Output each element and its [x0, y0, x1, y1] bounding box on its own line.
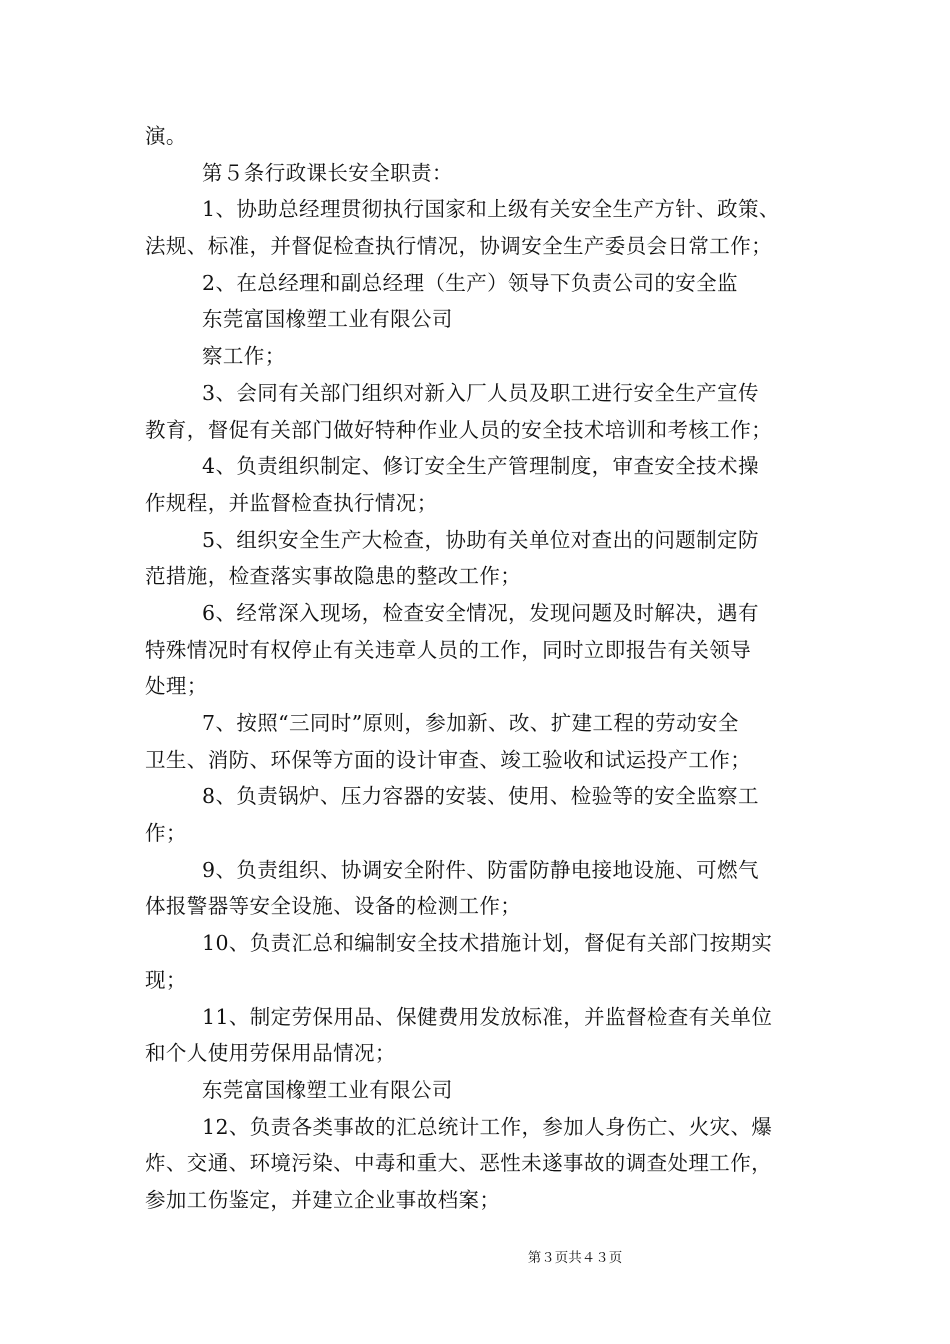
text-line: 12、负责各类事故的汇总统计工作，参加人身伤亡、火灾、爆	[202, 1114, 773, 1139]
text-line: 教育，督促有关部门做好特种作业人员的安全技术培训和考核工作；	[145, 417, 772, 442]
text-line: 3、会同有关部门组织对新入厂人员及职工进行安全生产宣传	[202, 380, 759, 405]
text-line: 7、按照“三同时”原则，参加新、改、扩建工程的劳动安全	[202, 711, 739, 735]
text-line: 处理；	[145, 674, 208, 699]
document-body	[145, 118, 813, 1219]
text-line: 范措施，检查落实事故隐患的整改工作；	[145, 564, 522, 589]
text-line: 第５条行政课长安全职责：	[202, 160, 453, 185]
text-line: 11、制定劳保用品、保健费用发放标准，并监督检查有关单位	[202, 1004, 773, 1029]
text-line: 体报警器等安全设施、设备的检测工作；	[145, 894, 522, 919]
text-line: 9、负责组织、协调安全附件、防雷防静电接地设施、可燃气	[202, 857, 759, 882]
text-line: 察工作；	[202, 344, 286, 369]
text-line: 卫生、消防、环保等方面的设计审查、竣工验收和试运投产工作；	[145, 747, 752, 772]
text-line: 法规、标准，并督促检查执行情况，协调安全生产委员会日常工作；	[145, 234, 772, 259]
text-line: 2、在总经理和副总经理（生产）领导下负责公司的安全监	[202, 270, 738, 295]
text-line: 作；	[145, 821, 187, 846]
text-line: 现；	[145, 967, 187, 992]
text-line: 8、负责锅炉、压力容器的安装、使用、检验等的安全监察工	[202, 784, 759, 809]
text-line: 东莞富国橡塑工业有限公司	[202, 307, 453, 332]
page-number: 第３页共４３页	[527, 1250, 623, 1266]
text-line: 6、经常深入现场，检查安全情况，发现问题及时解决，遇有	[202, 600, 759, 625]
text-line: 东莞富国橡塑工业有限公司	[202, 1077, 453, 1102]
text-line: 作规程，并监督检查执行情况；	[145, 490, 438, 515]
text-line: 5、组织安全生产大检查，协助有关单位对查出的问题制定防	[202, 527, 759, 552]
text-line: 1、协助总经理贯彻执行国家和上级有关安全生产方针、政策、	[202, 197, 780, 222]
text-line: 炸、交通、环境污染、中毒和重大、恶性未遂事故的调查处理工作，	[145, 1151, 772, 1176]
text-line: 4、负责组织制定、修订安全生产管理制度，审查安全技术操	[202, 454, 759, 479]
text-line: 参加工伤鉴定，并建立企业事故档案；	[145, 1187, 501, 1212]
text-line: 特殊情况时有权停止有关违章人员的工作，同时立即报告有关领导	[145, 637, 752, 662]
text-line: 10、负责汇总和编制安全技术措施计划，督促有关部门按期实	[202, 931, 773, 956]
text-line: 和个人使用劳保用品情况；	[145, 1041, 396, 1066]
text-line: 演。	[145, 124, 187, 148]
